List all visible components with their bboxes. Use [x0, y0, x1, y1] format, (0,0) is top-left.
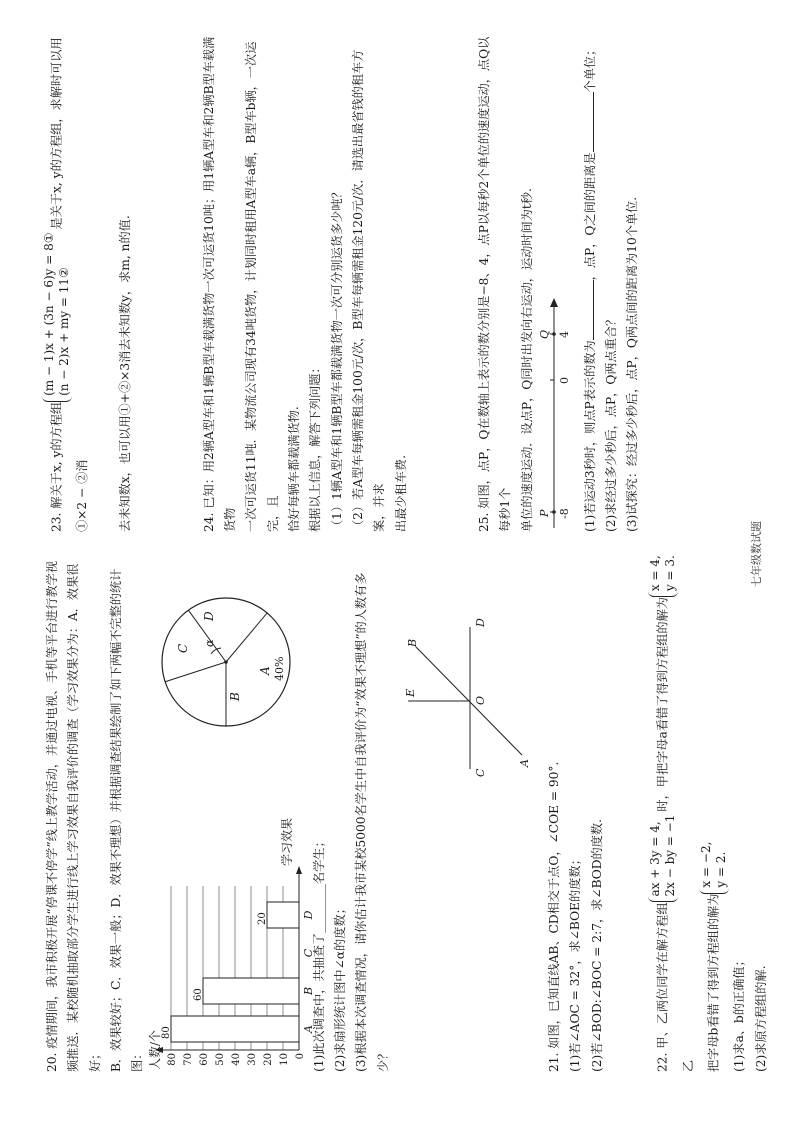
pie-slice-boundary: [226, 613, 267, 662]
bar-y-tick-label: 0: [294, 1053, 306, 1060]
bar-category-label: D: [301, 910, 315, 920]
q22-eq1: ax + 3y = 4,: [648, 821, 663, 897]
q24-line3: 恰好每辆车都载满货物.: [287, 406, 302, 532]
q20-figures: [147, 552, 315, 1072]
q23-line2: 去未知数x，也可以用①+②×3消去未知数y，求m, n的值.: [118, 215, 133, 532]
label-q: Q: [538, 329, 552, 339]
pie-slice-label-D: D: [201, 611, 216, 621]
q22-sol1-y: y = 3.: [663, 555, 678, 592]
label-minus8: -8: [558, 508, 572, 519]
q20-line2: 频推送．某校随机抽取部分学生进行线上学习效果自我评价的调查（学习效果分为：A．效果很好；: [66, 563, 102, 1072]
bar-A: [171, 1016, 299, 1042]
q24-line1: 24. 已知：用2辆A型车和1辆B型车载满货物一次可运货10吨；用1辆A型车和2辆B型车载满货物: [201, 36, 238, 532]
label-c: C: [474, 768, 488, 777]
q25-sub2: (2)求经过多少秒后，点P，Q两点重合？: [603, 313, 618, 532]
q23-system: [42, 230, 72, 402]
pie-slice-label-A: A: [257, 666, 272, 675]
q25-sub3: (3)试探究：经过多少秒后，点P，Q两点间的距离为10个单位.: [625, 196, 640, 532]
bar-y-tick-label: 20: [262, 1053, 274, 1066]
bar-category-label: C: [301, 948, 315, 958]
q23-line1: [42, 27, 93, 532]
q22-line2: [699, 552, 729, 1072]
q22-sol2-x: x = −2,: [699, 841, 714, 888]
q24-line4: 根据以上信息，解答下列问题：: [308, 361, 323, 532]
right-column: [42, 27, 644, 532]
q22-sol2-y: y = 2.: [714, 851, 729, 888]
bar-x-arrow: [296, 866, 302, 874]
q24-line2: 一次可运货11吨．某物流公司现有34吨货物，计划同时租用A型车a辆，B型车b辆，一次运完，且: [244, 41, 280, 532]
bar-value-label: 20: [256, 912, 268, 925]
pie-slice-label-B: B: [227, 692, 242, 701]
point-p: [552, 510, 556, 514]
q23-pre: 23. 解关于x, y的方程组: [49, 401, 64, 532]
q22-eq2: 2x − by = −1: [663, 814, 678, 897]
bar-D: [267, 902, 299, 928]
q24-sub2b: 出最少租车费.: [393, 455, 408, 532]
bar-category-label: A: [301, 1025, 315, 1033]
q20-sub1: (1)此次调查中，共抽查了________名学生；: [311, 835, 326, 1072]
bar-x-label: 学习效果: [279, 817, 294, 866]
q22-sol1-x: x = 4,: [648, 555, 663, 592]
q21-sub1: (1)若∠AOC = 32°，求∠BOE的度数；: [568, 853, 583, 1072]
label-b: B: [406, 638, 420, 647]
q23-eq2: (n − 2)x + my = 11②: [57, 267, 71, 396]
q22-pre: 22. 甲、乙两位同学在解方程组: [655, 902, 670, 1072]
q23-eq1: (m − 1)x + (3n − 6)y = 8①: [42, 232, 56, 396]
bar-B: [203, 978, 299, 1004]
q21-sub2: (2)若∠BOD:∠BOC = 2:7，求∠BOD的度数.: [589, 819, 604, 1072]
q25-sub1a: (1)若运动3秒时，则点P表示的数为: [582, 340, 597, 532]
pie-slice-label-C: C: [175, 643, 190, 653]
pie-slice-boundary: [165, 662, 226, 682]
q20-line3: B．效果较好；C．效果一般；D．效果不理想）并根据调查结果绘制了如下两幅不完整的统计图：: [109, 568, 145, 1072]
q22-mid2: 乙: [681, 1059, 696, 1072]
q25-line1: 25. 如图，点P，Q在数轴上表示的数分别是−8、4，点P以每秒2个单位的速度运动，点Q以每秒1个: [477, 36, 513, 532]
bar-y-tick-label: 40: [230, 1053, 242, 1066]
answer-blank-1[interactable]: [581, 280, 594, 340]
bar-value-label: 60: [192, 988, 204, 1001]
left-column: [42, 552, 772, 1072]
number-line: [538, 292, 572, 532]
q22-line2-text: 把字母b看错了得到方程组的解为: [706, 893, 721, 1072]
q21-line1: 21. 如图，已知直线AB、CD相交于点O，∠COE = 90°.: [547, 761, 562, 1072]
q20-sub2: (2)求扇形统计图中∠α的度数；: [333, 902, 348, 1072]
q22-sub1: (1)求a、b的正确值；: [732, 954, 747, 1072]
q24-sub2: （2）若A型车每辆需租金100元/次，B型车每辆需租金120元/次．请选出最省钱的租车方案，并求: [351, 49, 387, 532]
label-a: A: [518, 759, 532, 767]
q22-system: [648, 812, 678, 903]
q20-sub3: (3)根据本次调查情况，请你估计我市某校5000名学生中自我评价为“效果不理想”的人数有多少？: [354, 572, 390, 1072]
bar-y-tick-label: 10: [278, 1053, 290, 1066]
q25-sub1c: 个单位；: [582, 43, 597, 93]
pie-center: [224, 660, 228, 664]
bar-chart: [147, 772, 315, 1072]
label-zero: 0: [558, 377, 572, 384]
q25-line2: 单位的速度运动．设点P，Q同时出发向右运动，运动时间为t秒.: [519, 188, 534, 532]
q22-solution-jia: [648, 552, 678, 597]
label-four: 4: [558, 331, 572, 338]
page-footer: 七年级数试题: [750, 521, 763, 587]
label-d: D: [474, 618, 488, 627]
q25-sub1: [580, 27, 601, 532]
q24-sub1: （1）1辆A型车和1辆B型车都载满货物一次可分别运货多少吨？: [329, 186, 344, 532]
pie-alpha-label: α: [202, 639, 216, 647]
bar-category-label: B: [301, 986, 315, 996]
pie-percent-label: 40%: [272, 656, 286, 681]
bar-y-tick-label: 50: [214, 1053, 226, 1066]
q22-sub2: (2)求原方程组的解.: [753, 965, 768, 1072]
bar-y-tick-label: 70: [182, 1053, 194, 1066]
q25-sub1b: ，点P，Q之间的距离是: [582, 152, 597, 281]
bar-value-label: 80: [160, 1026, 172, 1039]
bar-y-tick-label: 30: [246, 1053, 258, 1066]
q20-line1: 20. 疫情期间，我市积极开展“停课不停学”线上教学活动，并通过电视、手机等平台进行教学视: [45, 560, 59, 1072]
q22-line1: [648, 552, 699, 1072]
bar-y-label: 人数/个: [147, 1029, 162, 1070]
bar-y-tick-label: 60: [198, 1053, 210, 1066]
label-o: O: [474, 695, 488, 705]
q21-figure: [404, 617, 534, 777]
bar-y-tick-label: 80: [166, 1053, 178, 1066]
label-p: P: [538, 509, 552, 517]
q23-post: 是关于x, y的方程组，求解时可以用①×2 − ②消: [49, 37, 89, 532]
q22-mid1: 时，甲把字母a看错了得到方程组的解为: [655, 597, 670, 812]
q22-solution-yi: [699, 839, 729, 894]
point-q: [552, 332, 556, 336]
answer-blank-2[interactable]: [581, 92, 594, 152]
pie-chart: [151, 587, 301, 737]
number-line-arrow: [550, 298, 558, 307]
q21-figure-wrap: [394, 552, 544, 1072]
label-e: E: [404, 688, 418, 697]
